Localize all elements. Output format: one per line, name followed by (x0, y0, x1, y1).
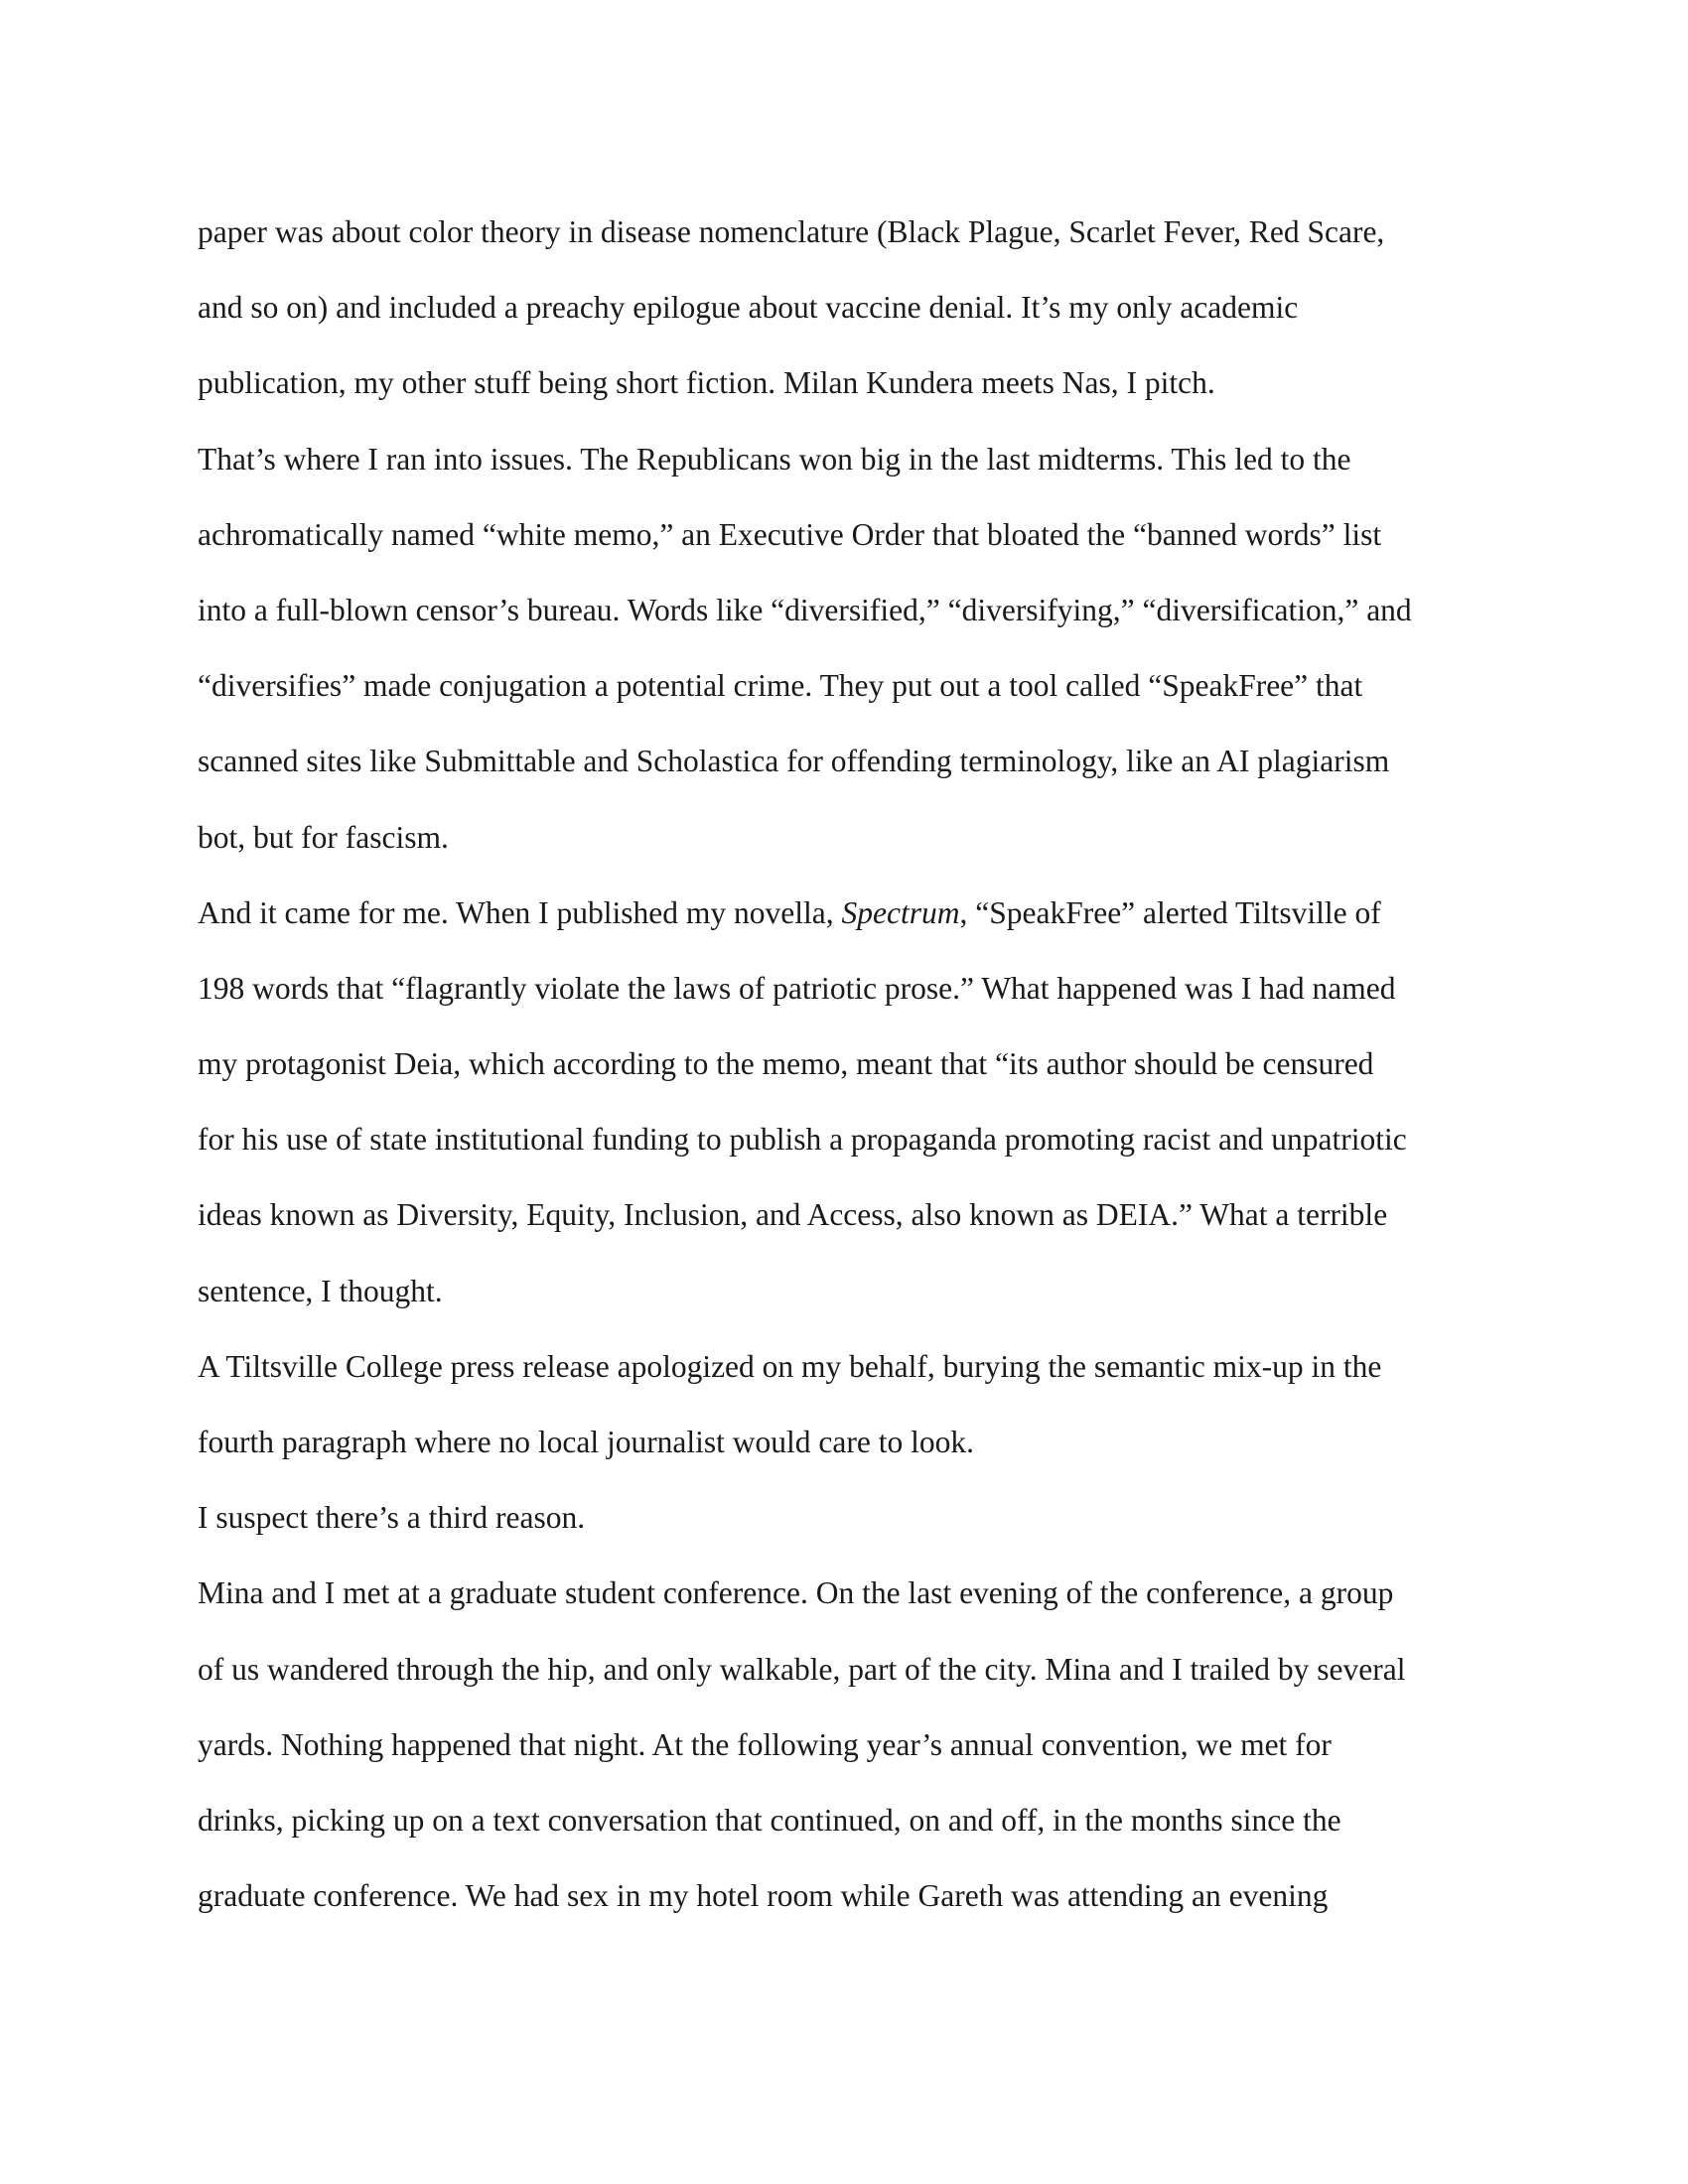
text-line: into a full-blown censor’s bureau. Words like “diversified,” “diversifying,” “diversification,” and (198, 592, 1412, 627)
text-line: sentence, I thought. (198, 1273, 443, 1308)
novella-title: Spectrum (841, 894, 960, 930)
text-line: I suspect there’s a third reason. (198, 1500, 586, 1536)
text-line: paper was about color theory in disease nomenclature (Black Plague, Scarlet Fever, Red Scare, (198, 214, 1385, 249)
body-text (198, 195, 1490, 1934)
text-line: Mina and I met at a graduate student conference. On the last evening of the conference, a group (198, 1575, 1394, 1611)
text-line: “diversifies” made conjugation a potential crime. They put out a tool called “SpeakFree” that (198, 668, 1363, 704)
text-line: achromatically named “white memo,” an Executive Order that bloated the “banned words” list (198, 516, 1382, 552)
text-line: scanned sites like Submittable and Scholastica for offending terminology, like an AI plagiarism (198, 744, 1390, 779)
text-line: my protagonist Deia, which according to the memo, meant that “its author should be censured (198, 1046, 1374, 1082)
text-line: ideas known as Diversity, Equity, Inclusion, and Access, also known as DEIA.” What a terrible (198, 1197, 1388, 1233)
text-line (198, 876, 1490, 951)
text-line: publication, my other stuff being short fiction. Milan Kundera meets Nas, I pitch. (198, 365, 1215, 401)
text-segment: , “SpeakFree” alerted Tiltsville of (959, 894, 1381, 930)
text-line: 198 words that “flagrantly violate the laws of patriotic prose.” What happened was I had named (198, 970, 1396, 1006)
text-line: bot, but for fascism. (198, 819, 449, 855)
text-line: A Tiltsville College press release apologized on my behalf, burying the semantic mix-up in the (198, 1348, 1382, 1384)
text-line: for his use of state institutional funding to publish a propaganda promoting racist and unpatriotic (198, 1122, 1407, 1158)
text-line: fourth paragraph where no local journalist would care to look. (198, 1425, 974, 1459)
text-line: graduate conference. We had sex in my hotel room while Gareth was attending an evening (198, 1878, 1329, 1914)
text-line: of us wandered through the hip, and only walkable, part of the city. Mina and I trailed by several (198, 1651, 1406, 1687)
text-line: That’s where I ran into issues. The Republicans won big in the last midterms. This led to the (198, 441, 1351, 477)
text-line: and so on) and included a preachy epilogue about vaccine denial. It’s my only academic (198, 290, 1299, 326)
text-line: drinks, picking up on a text conversation that continued, on and off, in the months since the (198, 1802, 1341, 1838)
text-segment: And it came for me. When I published my novella, (198, 894, 842, 930)
text-line: yards. Nothing happened that night. At the following year’s annual convention, we met for (198, 1726, 1332, 1762)
